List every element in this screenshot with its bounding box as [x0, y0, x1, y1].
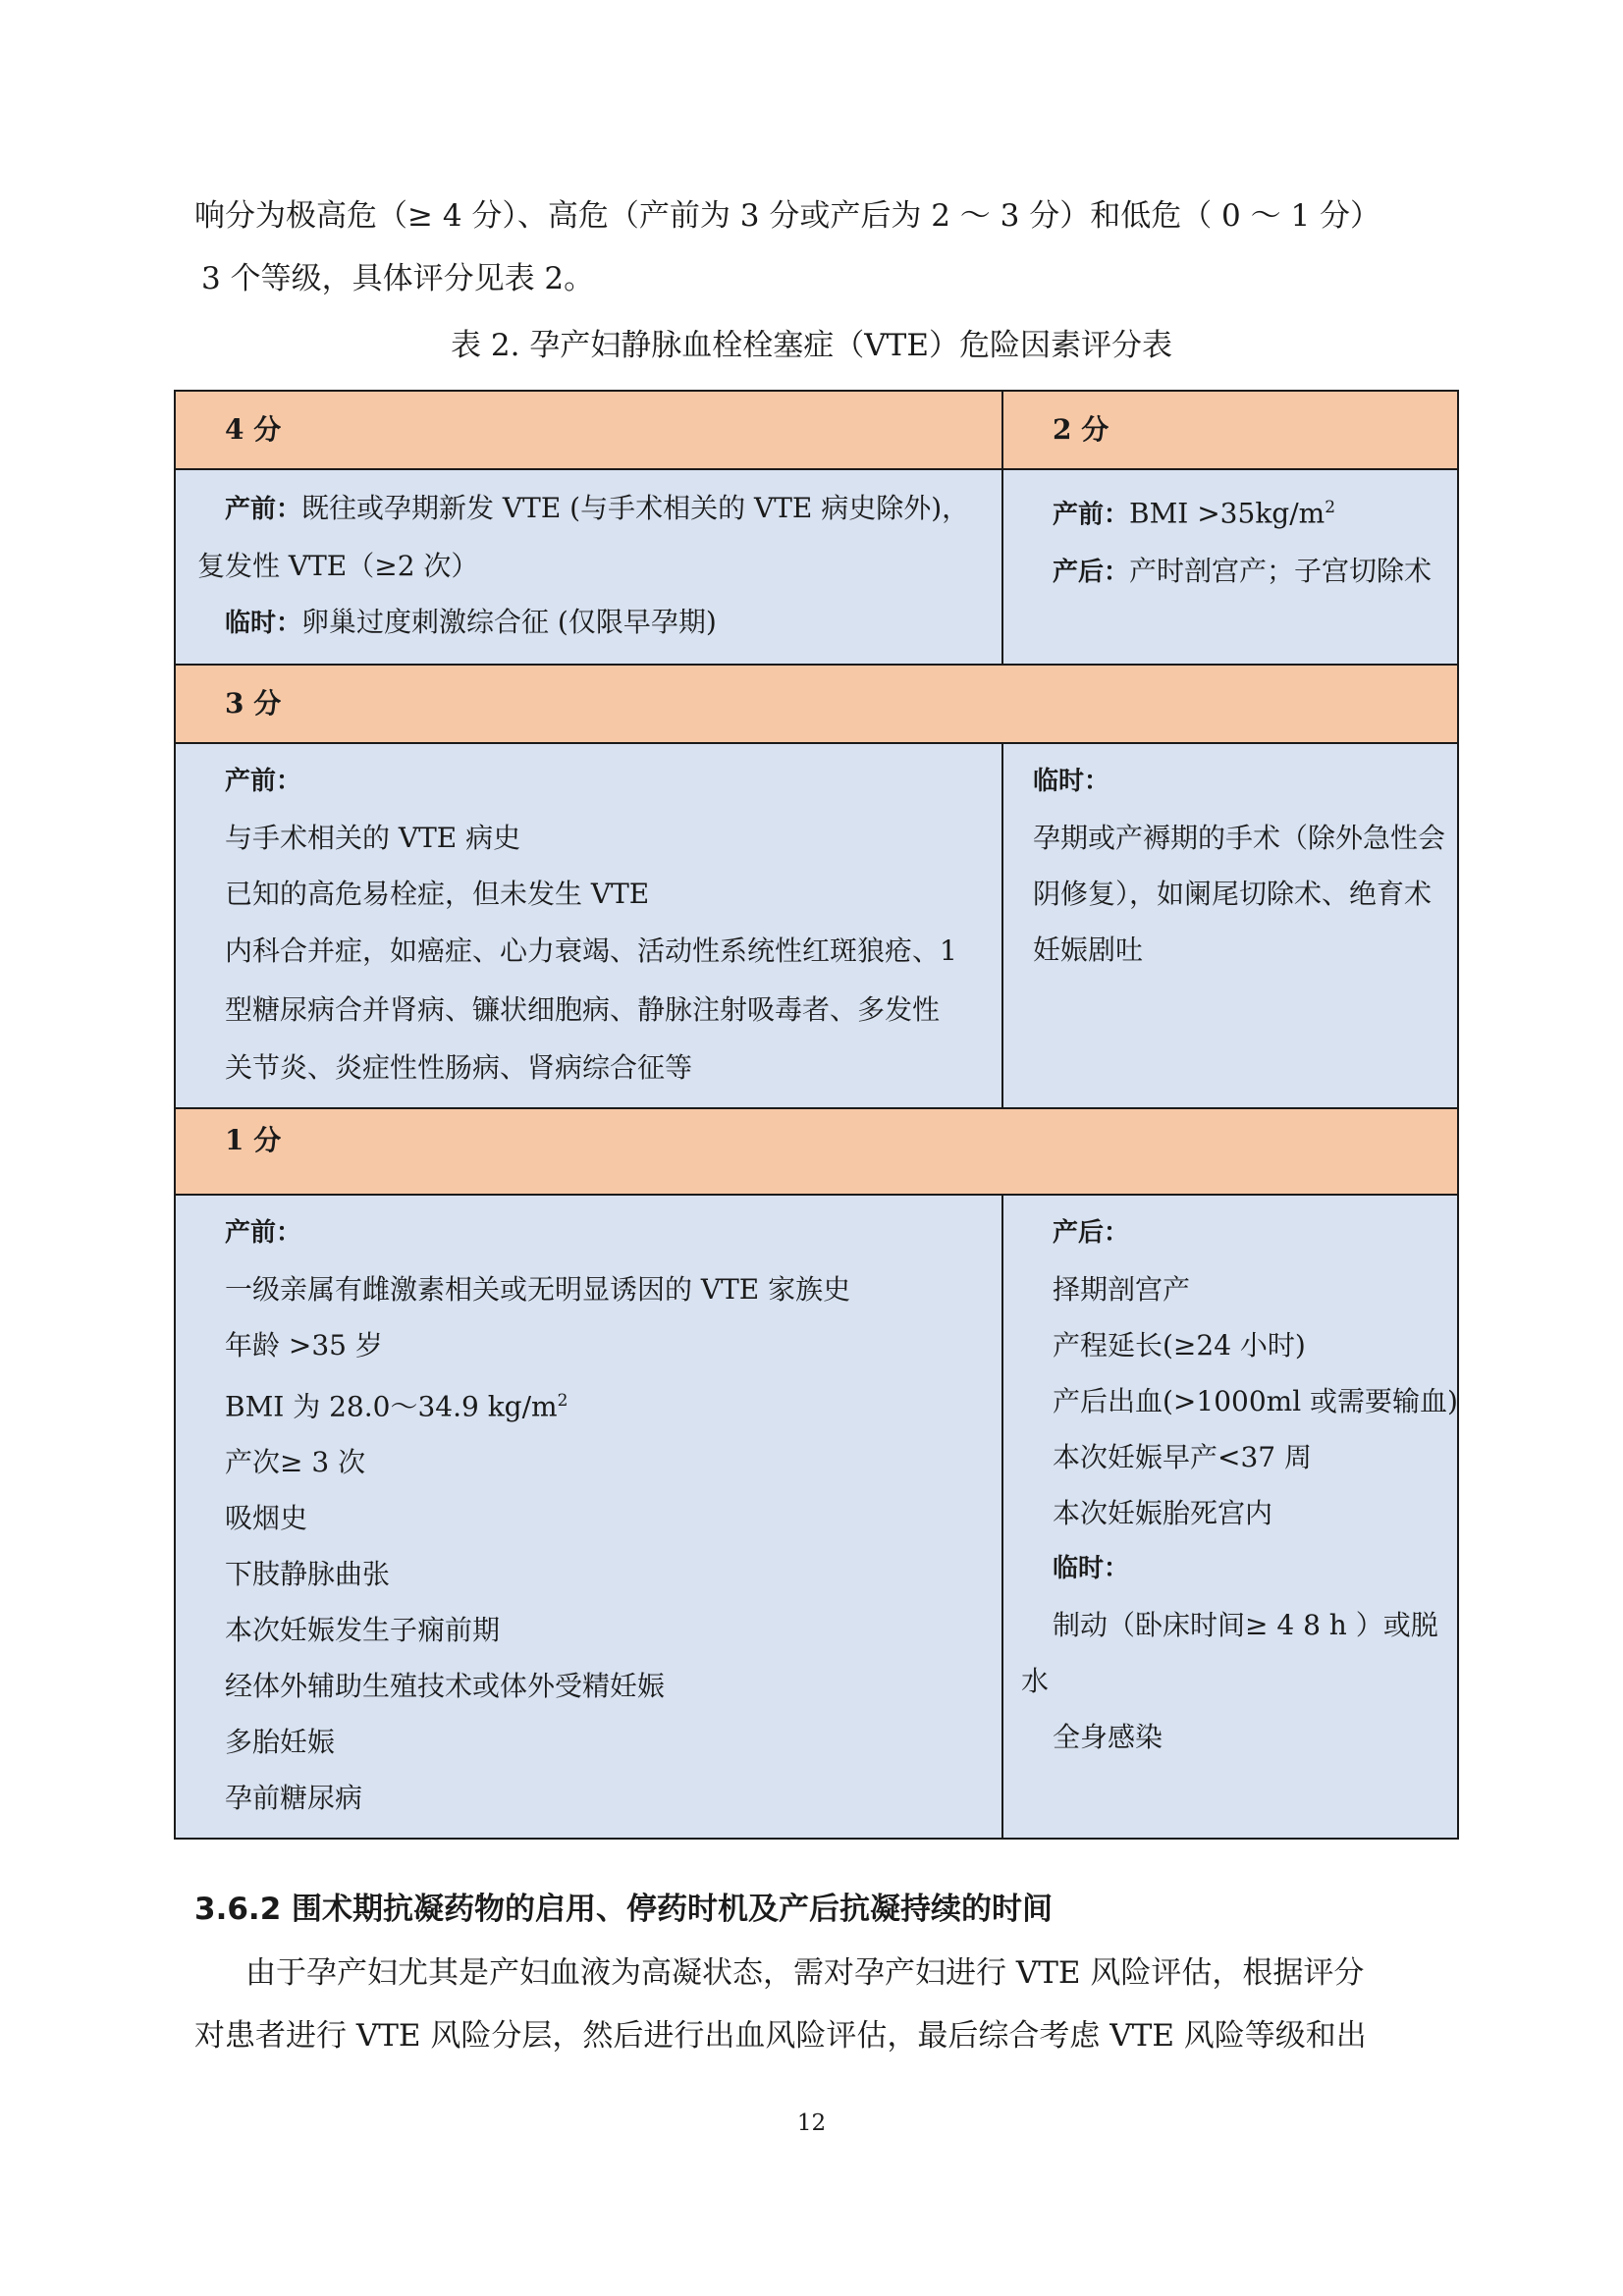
section-line-1: 由于孕产妇尤其是产妇血液为高凝状态，需对孕产妇进行 VTE 风险评估，根据评分	[245, 1955, 1365, 1991]
score1-item: 吸烟史	[225, 1502, 308, 1535]
score3-item: 内科合并症，如癌症、心力衰竭、活动性系统性红斑狼疮、1	[225, 934, 957, 967]
cell-score-1-left	[175, 1195, 1002, 1839]
score1-pp-item: 择期剖宫产	[1053, 1273, 1191, 1306]
header-score-1: 1 分	[175, 1108, 1458, 1195]
cell-score-3-right	[1002, 743, 1458, 1108]
score1-item: 本次妊娠发生子痫前期	[225, 1614, 501, 1647]
header-score-3: 3 分	[175, 665, 1458, 743]
section-heading: 3.6.2 围术期抗凝药物的启用、停药时机及产后抗凝持续的时间	[194, 1892, 1054, 1927]
score3-temp-item: 妊娠剧吐	[1033, 934, 1144, 966]
header-score-2: 2 分	[1002, 391, 1458, 469]
score4-line-3: 临时：卵巢过度刺激综合征 (仅限早孕期)	[225, 606, 717, 638]
intro-line-1: 响分为极高危（≥ 4 分）、高危（产前为 3 分或产后为 2 ～ 3 分）和低危（ 0 ～ 1 分）	[194, 198, 1381, 234]
cell-score-3-left	[175, 743, 1002, 1108]
score3-item: 关节炎、炎症性性肠病、肾病综合征等	[225, 1051, 693, 1084]
score1-temp-item: 全身感染	[1053, 1721, 1163, 1753]
score4-line-2: 复发性 VTE（≥2 次）	[197, 550, 479, 582]
score1-item: 产次≥ 3 次	[225, 1446, 366, 1479]
score1-pp-item: 产后出血(>1000ml 或需要输血)	[1053, 1385, 1458, 1417]
score3-temp-item: 阴修复），如阑尾切除术、绝育术	[1033, 878, 1433, 910]
page-number: 12	[796, 2110, 827, 2136]
score1-antenatal-label: 产前：	[225, 1218, 302, 1248]
cell-score-2	[1002, 469, 1458, 665]
score1-item-bmi: BMI 为 28.0～34.9 $kg/m^2$	[225, 1390, 568, 1423]
score4-line-1: 产前：既往或孕期新发 VTE (与手术相关的 VTE 病史除外)，	[225, 492, 970, 524]
section-line-2: 对患者进行 VTE 风险分层，然后进行出血风险评估，最后综合考虑 VTE 风险等级和出	[194, 2018, 1367, 2054]
score3-item: 型糖尿病合并肾病、镰状细胞病、静脉注射吸毒者、多发性	[225, 993, 941, 1026]
score1-item: 一级亲属有雌激素相关或无明显诱因的 VTE 家族史	[225, 1273, 851, 1306]
score3-item: 已知的高危易栓症，但未发生 VTE	[225, 878, 650, 910]
score1-temp-item: 制动（卧床时间≥ 4 8 h ）或脱	[1053, 1609, 1438, 1641]
score1-item: 经体外辅助生殖技术或体外受精妊娠	[225, 1670, 666, 1703]
score3-temp-item: 孕期或产褥期的手术（除外急性会	[1033, 822, 1446, 854]
score3-temporary-label: 临时：	[1033, 767, 1110, 796]
score1-temp-item-cont: 水	[1021, 1665, 1050, 1697]
intro-line-2: 3 个等级，具体评分见表 2。	[201, 261, 595, 296]
table-caption: 表 2. 孕产妇静脉血栓栓塞症（VTE）危险因素评分表	[451, 328, 1172, 363]
cell-score-1-right	[1002, 1195, 1458, 1839]
score1-item: 多胎妊娠	[225, 1726, 336, 1759]
vte-risk-table	[174, 390, 1459, 1840]
score1-temporary-label: 临时：	[1053, 1554, 1130, 1583]
score1-pp-item: 本次妊娠胎死宫内	[1053, 1497, 1273, 1529]
score3-antenatal-label: 产前：	[225, 767, 302, 796]
score2-antenatal: 产前：BMI $>35kg/m^2$	[1053, 497, 1336, 530]
score1-item: 年龄 >35 岁	[225, 1329, 383, 1362]
header-score-4: 4 分	[175, 391, 1002, 469]
score1-pp-item: 本次妊娠早产<37 周	[1053, 1441, 1312, 1473]
cell-score-4	[175, 469, 1002, 665]
score2-postpartum: 产后：产时剖宫产；子宫切除术	[1053, 555, 1433, 588]
score1-item: 下肢静脉曲张	[225, 1558, 391, 1591]
score3-item: 与手术相关的 VTE 病史	[225, 822, 521, 854]
score1-pp-item: 产程延长(≥24 小时)	[1053, 1329, 1306, 1362]
score1-postpartum-label: 产后：	[1053, 1218, 1130, 1248]
score1-item: 孕前糖尿病	[225, 1782, 363, 1815]
